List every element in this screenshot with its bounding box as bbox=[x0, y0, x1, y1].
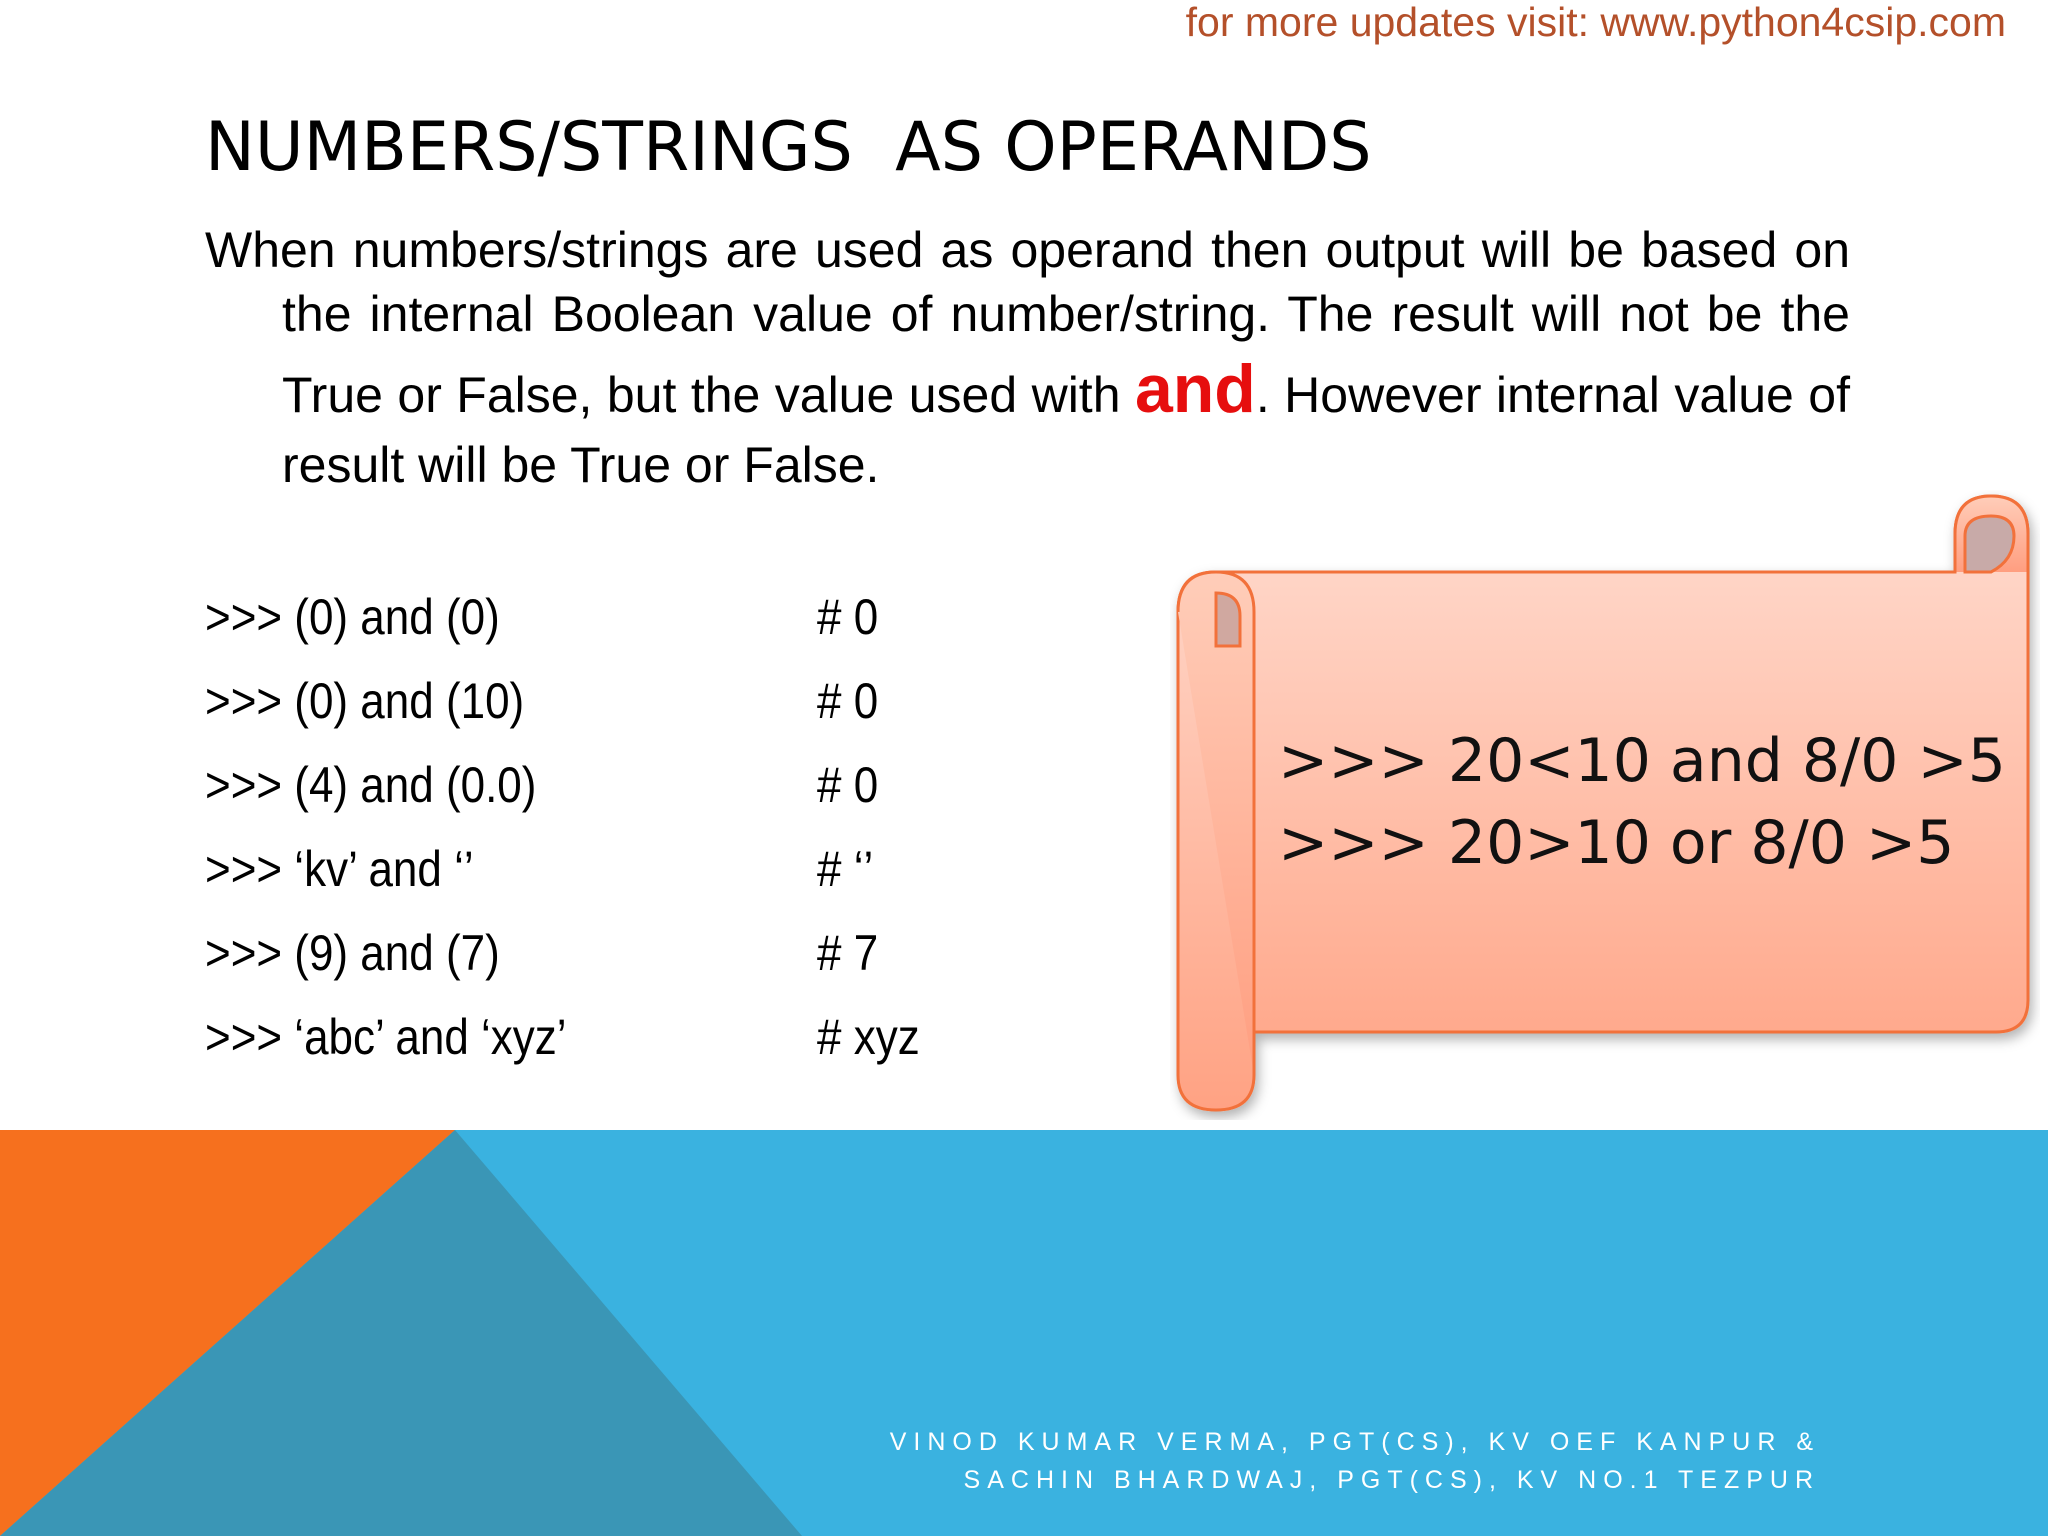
scroll-line: >>> 20>10 or 8/0 >5 bbox=[1278, 808, 1955, 878]
example-row bbox=[205, 672, 1105, 756]
author-line: SACHIN BHARDWAJ, PGT(CS), KV NO.1 TEZPUR bbox=[963, 1466, 1820, 1494]
example-row bbox=[205, 1008, 1105, 1092]
example-result: # xyz bbox=[817, 1009, 920, 1065]
example-expression: >>> (0) and (0) bbox=[205, 589, 500, 645]
example-result: # 7 bbox=[817, 925, 879, 981]
example-expression: >>> (4) and (0.0) bbox=[205, 757, 537, 813]
keyword-and: and bbox=[1134, 351, 1256, 427]
scroll-line: >>> 20<10 and 8/0 >5 bbox=[1278, 726, 2006, 796]
example-row bbox=[205, 840, 1105, 924]
paragraph-text-start: When numbers/strings are used as operand then output will be based on the internal Boolean value of number/string. The result will not be the True or False, but the value used with bbox=[205, 222, 1850, 423]
example-row bbox=[205, 924, 1105, 1008]
example-expression: >>> (9) and (7) bbox=[205, 925, 500, 981]
paragraph-text-end: . However internal value of result will be True or False. bbox=[282, 367, 1851, 494]
example-row bbox=[205, 588, 1105, 672]
scroll-code bbox=[1278, 720, 2006, 884]
example-result: # 0 bbox=[817, 757, 879, 813]
author-line: VINOD KUMAR VERMA, PGT(CS), KV OEF KANPUR & bbox=[889, 1428, 1820, 1456]
slide-title: NUMBERS/STRINGS AS OPERANDS bbox=[205, 108, 1372, 187]
example-row bbox=[205, 756, 1105, 840]
example-expression: >>> ‘kv’ and ‘’ bbox=[205, 841, 474, 897]
example-result: # ‘’ bbox=[817, 841, 874, 897]
example-list bbox=[205, 588, 1105, 1092]
slide-paragraph bbox=[205, 218, 1850, 497]
author-credits bbox=[890, 1423, 1820, 1499]
website-link[interactable]: for more updates visit: www.python4csip.com bbox=[1185, 0, 2006, 45]
example-expression: >>> (0) and (10) bbox=[205, 673, 525, 729]
example-result: # 0 bbox=[817, 673, 879, 729]
example-result: # 0 bbox=[817, 589, 879, 645]
example-expression: >>> ‘abc’ and ‘xyz’ bbox=[205, 1009, 567, 1065]
